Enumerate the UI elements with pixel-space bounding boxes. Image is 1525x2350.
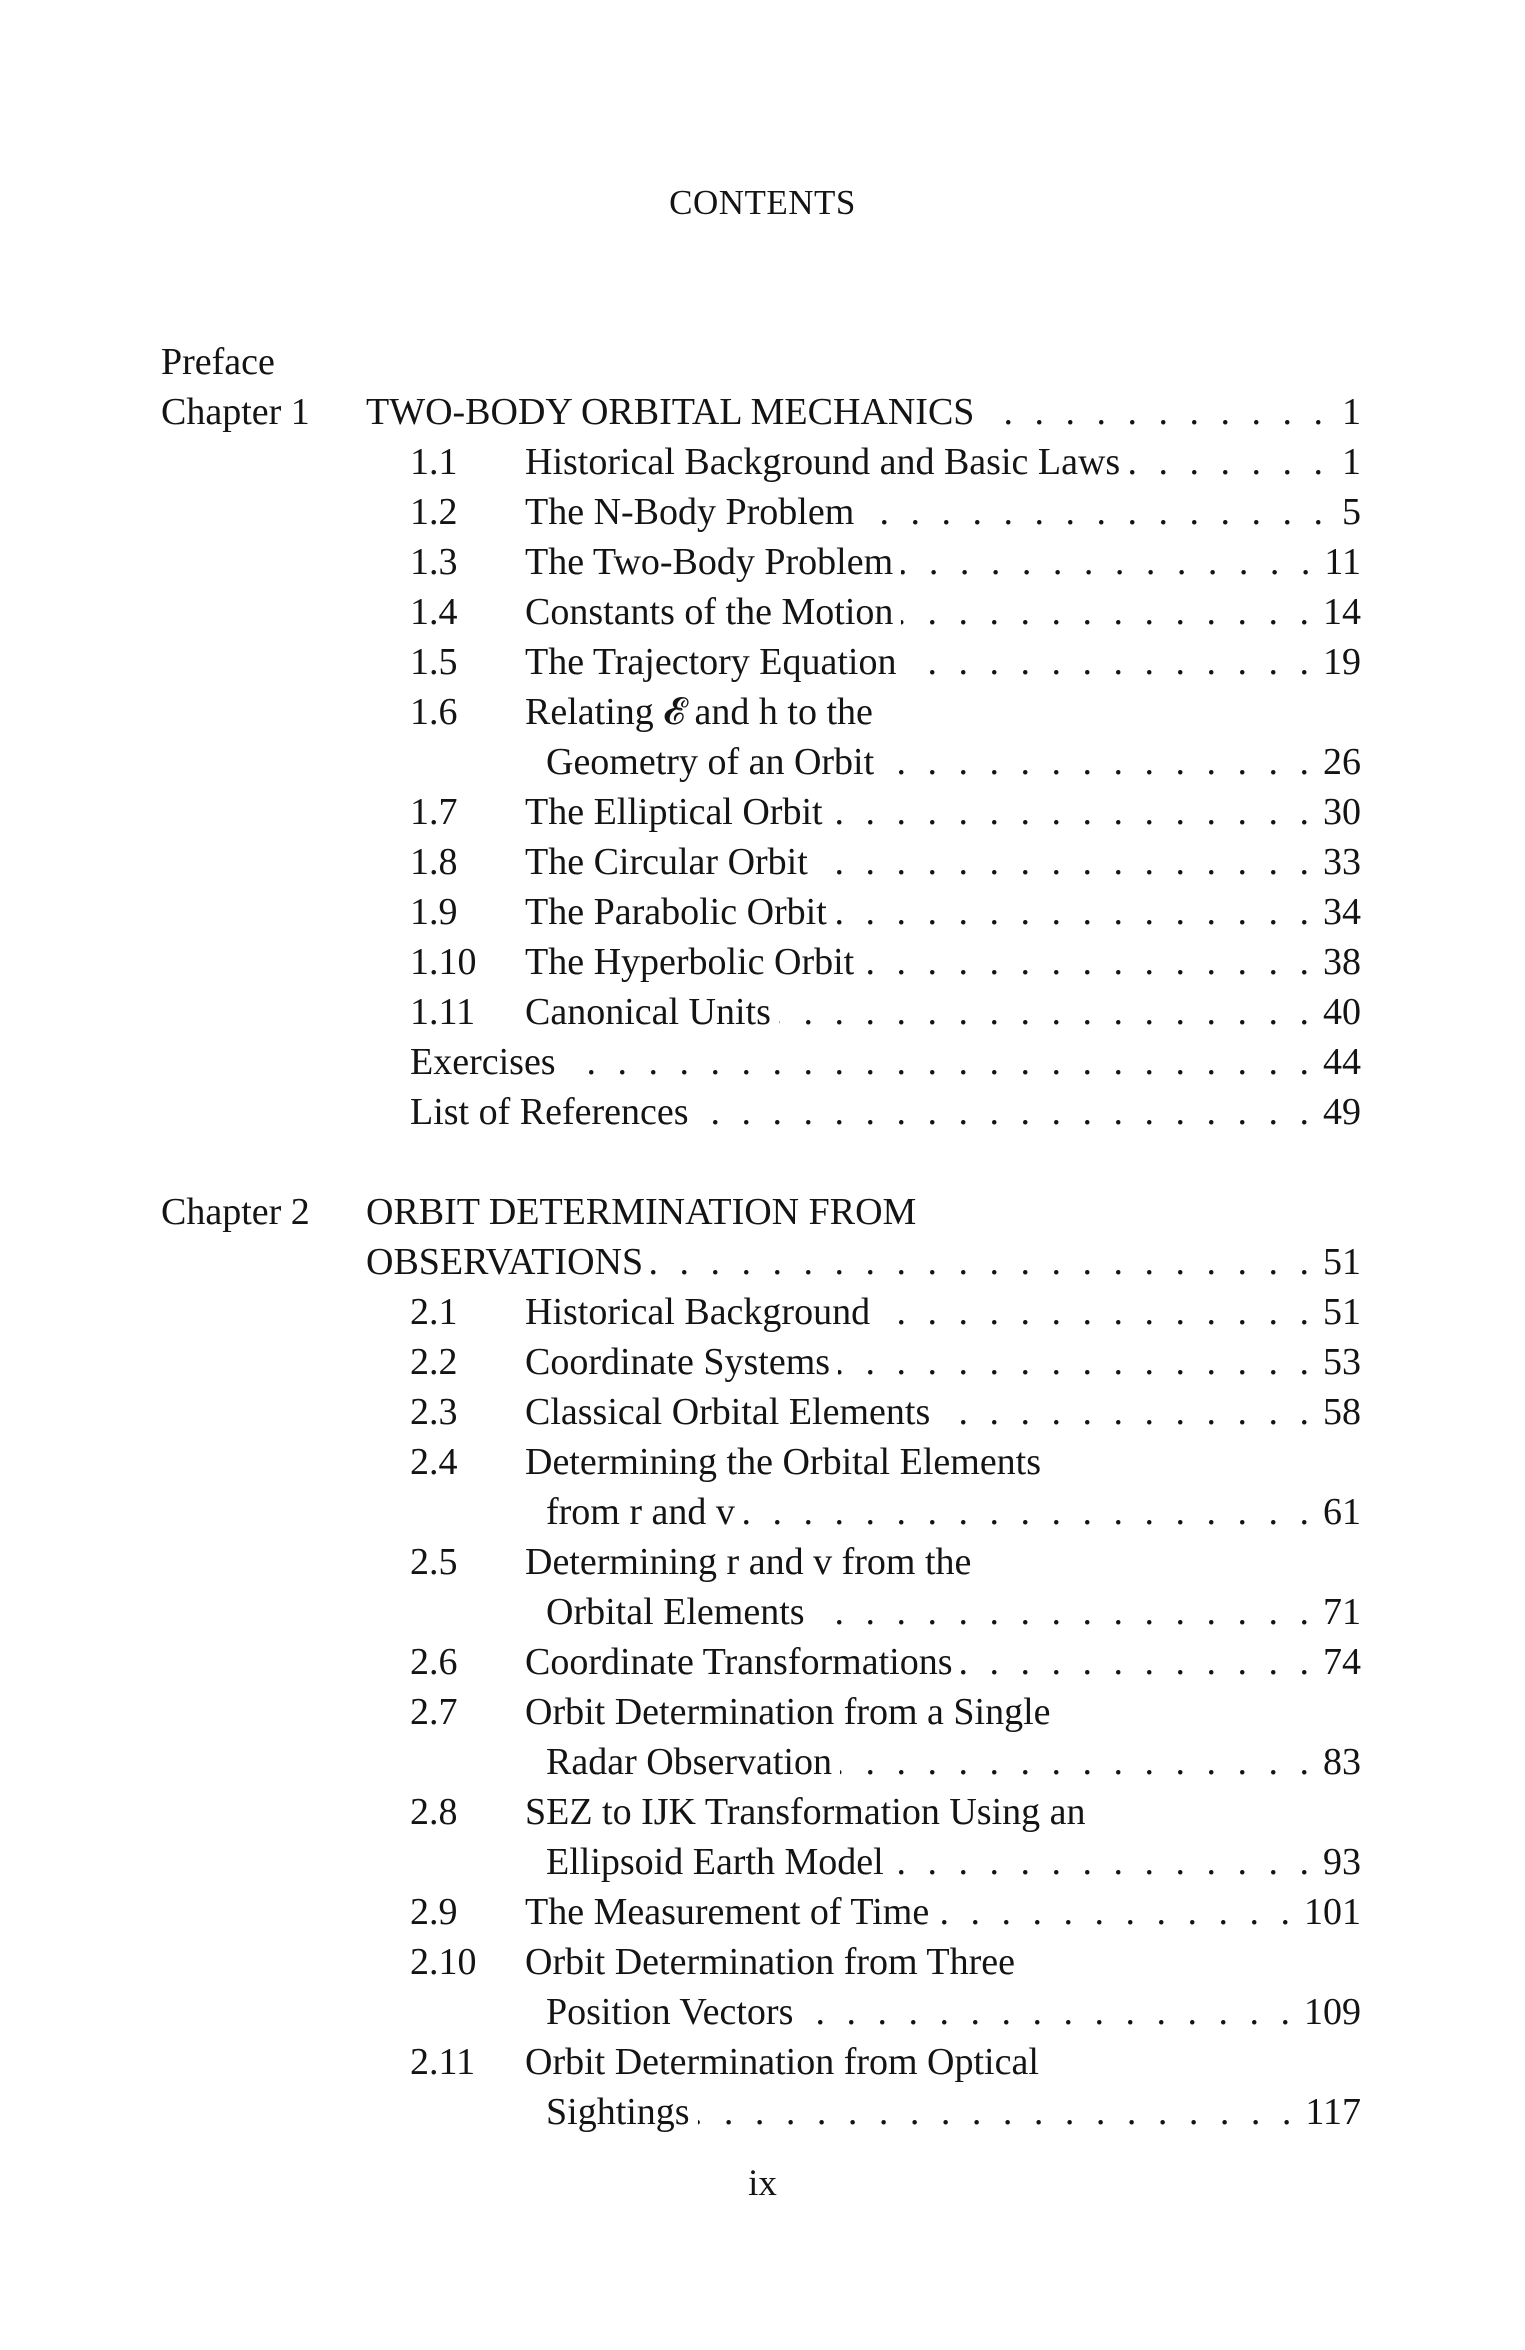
section-page: 5 [1342,491,1361,533]
leader-dots [801,1990,1296,2034]
section-page: 34 [1323,891,1361,933]
section-number: 2.3 [410,1391,458,1433]
toc-entry [525,690,1361,740]
section-page: 53 [1323,1341,1361,1383]
toc-entry [525,790,1361,840]
section-number: 2.5 [410,1541,458,1583]
toc-entry [525,840,1361,890]
section-page: 38 [1323,941,1361,983]
toc-entry [525,1890,1361,1940]
section-page: 74 [1323,1641,1361,1683]
leader-dots [901,540,1316,584]
section-page: 1 [1342,441,1361,483]
toc-entry [525,1940,1361,1990]
section-title: The Trajectory Equation [525,641,897,683]
section-number: 1.8 [410,841,458,883]
section-title: Classical Orbital Elements [525,1391,931,1433]
section-number: 2.11 [410,2041,476,2083]
exercises-page: 44 [1323,1041,1361,1083]
leader-dots [901,590,1315,634]
section-page: 93 [1323,1841,1361,1883]
section-title: Coordinate Systems [525,1341,831,1383]
section-title: Orbit Determination from Three [525,1941,1015,1983]
leader-dots [982,390,1329,434]
section-number: 1.7 [410,791,458,833]
section-title: Historical Background and Basic Laws [525,441,1121,483]
section-title-continuation: Position Vectors [546,1991,794,2033]
toc-entry-continuation [546,2090,1361,2140]
section-page: 33 [1323,841,1361,883]
leader-dots [938,1390,1315,1434]
section-title: Relating 𝓔 and h to the [525,691,873,733]
toc-entry [525,2040,1361,2090]
chapter2-title-line2: OBSERVATIONS [366,1241,644,1283]
section-page: 14 [1323,591,1361,633]
section-title: Canonical Units [525,991,771,1033]
section-page: 58 [1323,1391,1361,1433]
toc-entry-references [410,1090,1361,1140]
leader-dots [862,490,1329,534]
section-number: 2.2 [410,1341,458,1383]
section-number: 2.7 [410,1691,458,1733]
leader-dots [840,1740,1315,1784]
section-title: The Parabolic Orbit [525,891,827,933]
section-title: The Elliptical Orbit [525,791,823,833]
section-page: 26 [1323,741,1361,783]
chapter2-page: 51 [1323,1241,1361,1283]
section-page: 83 [1323,1741,1361,1783]
chapter1-label: Chapter 1 [161,391,310,433]
section-title-continuation: Radar Observation [546,1741,832,1783]
section-title: The Measurement of Time [525,1891,930,1933]
section-number: 2.4 [410,1441,458,1483]
section-title-continuation: Sightings [546,2091,690,2133]
section-number: 1.11 [410,991,476,1033]
section-page: 101 [1304,1891,1361,1933]
leader-dots [937,1890,1296,1934]
toc-entry [525,440,1361,490]
section-title: Determining the Orbital Elements [525,1441,1042,1483]
section-number: 1.3 [410,541,458,583]
section-page: 117 [1305,2091,1361,2133]
leader-dots [697,1090,1315,1134]
section-title: Determining r and v from the [525,1541,972,1583]
section-number: 2.8 [410,1791,458,1833]
section-title: SEZ to IJK Transformation Using an [525,1791,1086,1833]
section-title-continuation: Orbital Elements [546,1591,805,1633]
toc-entry [525,1640,1361,1690]
toc-entry [525,1790,1361,1840]
leader-dots [698,2090,1298,2134]
leader-dots [816,840,1315,884]
section-page: 109 [1304,1991,1361,2033]
toc-entry [525,1540,1361,1590]
section-page: 19 [1323,641,1361,683]
page-number: ix [748,2163,777,2204]
leader-dots [878,1290,1315,1334]
section-title: The Two-Body Problem [525,541,894,583]
leader-dots [743,1490,1315,1534]
chapter2-label: Chapter 2 [161,1191,310,1233]
section-number: 1.2 [410,491,458,533]
leader-dots [831,790,1315,834]
section-page: 11 [1324,541,1361,583]
leader-dots [838,1340,1315,1384]
section-number: 2.6 [410,1641,458,1683]
toc-entry-continuation [546,1740,1361,1790]
section-title: The Hyperbolic Orbit [525,941,855,983]
section-number: 2.9 [410,1891,458,1933]
section-number: 1.5 [410,641,458,683]
references-page: 49 [1323,1091,1361,1133]
toc-entry [525,490,1361,540]
toc-entry-exercises [410,1040,1361,1090]
toc-entry [525,640,1361,690]
section-number: 1.4 [410,591,458,633]
section-title-continuation: Ellipsoid Earth Model [546,1841,884,1883]
toc-entry-continuation [546,740,1361,790]
toc-entry-continuation [546,1840,1361,1890]
section-title: The Circular Orbit [525,841,808,883]
leader-dots [651,1240,1315,1284]
leader-dots [892,1840,1315,1884]
section-title: Orbit Determination from Optical [525,2041,1039,2083]
toc-entry-continuation [546,1590,1361,1640]
leader-dots [960,1640,1315,1684]
chapter1-title: TWO-BODY ORBITAL MECHANICS [366,391,975,433]
section-title-continuation: Geometry of an Orbit [546,741,875,783]
toc-entry [525,1290,1361,1340]
section-title: Constants of the Motion [525,591,894,633]
toc-entry [525,1690,1361,1740]
section-number: 1.10 [410,941,477,983]
section-title: Orbit Determination from a Single [525,1691,1051,1733]
leader-dots [813,1590,1315,1634]
section-title: Coordinate Transformations [525,1641,953,1683]
toc-entry-continuation [546,1990,1361,2040]
section-number: 2.1 [410,1291,458,1333]
toc-entry [525,1340,1361,1390]
toc-entry [525,590,1361,640]
toc-entry [525,940,1361,990]
exercises-title: Exercises [410,1041,556,1083]
section-number: 1.1 [410,441,458,483]
section-number: 1.6 [410,691,458,733]
toc-entry [525,890,1361,940]
toc-entry [525,1390,1361,1440]
chapter1-page: 1 [1342,391,1361,433]
section-page: 30 [1323,791,1361,833]
page-title: CONTENTS [669,183,856,222]
section-page: 61 [1323,1491,1361,1533]
leader-dots [904,640,1315,684]
section-page: 51 [1323,1291,1361,1333]
references-title: List of References [410,1091,689,1133]
leader-dots [1128,440,1329,484]
section-title: Historical Background [525,1291,871,1333]
section-number: 2.10 [410,1941,477,1983]
section-page: 40 [1323,991,1361,1033]
chapter2-title-line1: ORBIT DETERMINATION FROM [366,1191,917,1233]
toc-entry-continuation [546,1490,1361,1540]
toc-entry [525,540,1361,590]
toc-entry [525,1440,1361,1490]
chapter1-heading [366,390,1361,440]
chapter2-heading [366,1240,1361,1290]
leader-dots [779,990,1315,1034]
section-number: 1.9 [410,891,458,933]
leader-dots [882,740,1315,784]
section-page: 71 [1323,1591,1361,1633]
section-title-continuation: from r and v [546,1491,735,1533]
leader-dots [564,1040,1315,1084]
leader-dots [835,890,1315,934]
preface-label: Preface [161,341,275,383]
section-title: The N-Body Problem [525,491,855,533]
leader-dots [862,940,1315,984]
toc-entry [525,990,1361,1040]
